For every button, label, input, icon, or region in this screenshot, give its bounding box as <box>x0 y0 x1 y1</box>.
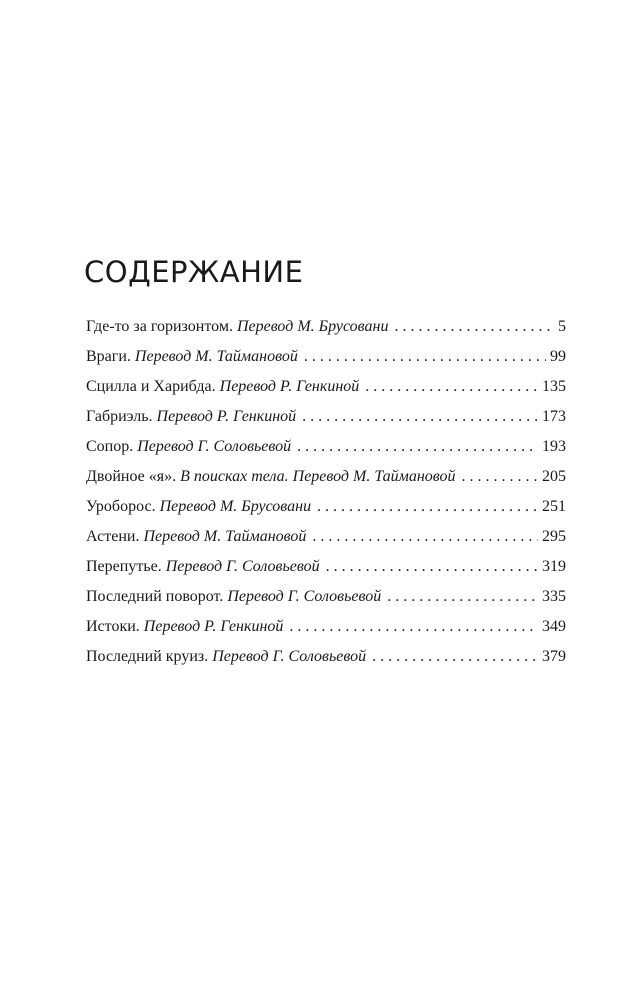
page-number: 251 <box>542 498 566 515</box>
story-title: Враги. <box>86 348 131 365</box>
translator-credit: Перевод Г. Соловьевой <box>212 648 367 665</box>
story-title: Уроборос. <box>86 498 156 515</box>
page-number: 205 <box>542 468 566 485</box>
story-title: Сцилла и Харибда. <box>86 378 216 395</box>
page-number: 99 <box>550 348 566 365</box>
story-title: Истоки. <box>86 618 140 635</box>
page-number: 135 <box>542 378 566 395</box>
page-title: СОДЕРЖАНИЕ <box>84 255 304 289</box>
toc-entry <box>86 318 566 348</box>
page-number: 335 <box>542 588 566 605</box>
story-title: Последний поворот. <box>86 588 224 605</box>
toc-entry <box>86 558 566 588</box>
translator-credit: Перевод Р. Генкиной <box>219 378 360 395</box>
dot-leader <box>289 618 538 636</box>
dot-leader <box>365 378 538 396</box>
toc-entry <box>86 378 566 408</box>
translator-credit: Перевод Г. Соловьевой <box>227 588 382 605</box>
page-number: 173 <box>542 408 566 425</box>
story-title: Двойное «я». <box>86 468 177 485</box>
toc-entry <box>86 528 566 558</box>
toc-entry <box>86 498 566 528</box>
page-number: 193 <box>542 438 566 455</box>
dot-leader <box>394 318 554 336</box>
toc-entry <box>86 468 566 498</box>
translator-credit: Перевод М. Брусовани <box>236 318 389 335</box>
page-number: 5 <box>558 318 566 335</box>
page-number: 349 <box>542 618 566 635</box>
translator-credit: Перевод Г. Соловьевой <box>165 558 320 575</box>
dot-leader <box>304 348 546 366</box>
translator-credit: В поисках тела. Перевод М. Таймановой <box>180 468 456 485</box>
translator-credit: Перевод Р. Генкиной <box>143 618 284 635</box>
translator-credit: Перевод М. Брусовани <box>159 498 312 515</box>
story-title: Где-то за горизонтом. <box>86 318 233 335</box>
page-number: 295 <box>542 528 566 545</box>
dot-leader <box>326 558 538 576</box>
dot-leader <box>297 438 538 456</box>
translator-credit: Перевод М. Таймановой <box>134 348 298 365</box>
dot-leader <box>302 408 538 426</box>
story-title: Перепутье. <box>86 558 162 575</box>
toc-entry <box>86 588 566 618</box>
dot-leader <box>312 528 538 546</box>
toc-entry <box>86 618 566 648</box>
story-title: Астени. <box>86 528 140 545</box>
page-number: 319 <box>542 558 566 575</box>
dot-leader <box>387 588 538 606</box>
dot-leader <box>462 468 538 486</box>
story-title: Габриэль. <box>86 408 153 425</box>
translator-credit: Перевод М. Таймановой <box>143 528 307 545</box>
translator-credit: Перевод Г. Соловьевой <box>137 438 292 455</box>
translator-credit: Перевод Р. Генкиной <box>156 408 297 425</box>
toc-entry <box>86 648 566 678</box>
toc-entry <box>86 348 566 378</box>
dot-leader <box>372 648 538 666</box>
toc-entry <box>86 408 566 438</box>
page-number: 379 <box>542 648 566 665</box>
story-title: Сопор. <box>86 438 134 455</box>
story-title: Последний круиз. <box>86 648 209 665</box>
dot-leader <box>317 498 538 516</box>
toc-entry <box>86 438 566 468</box>
table-of-contents <box>86 318 566 678</box>
